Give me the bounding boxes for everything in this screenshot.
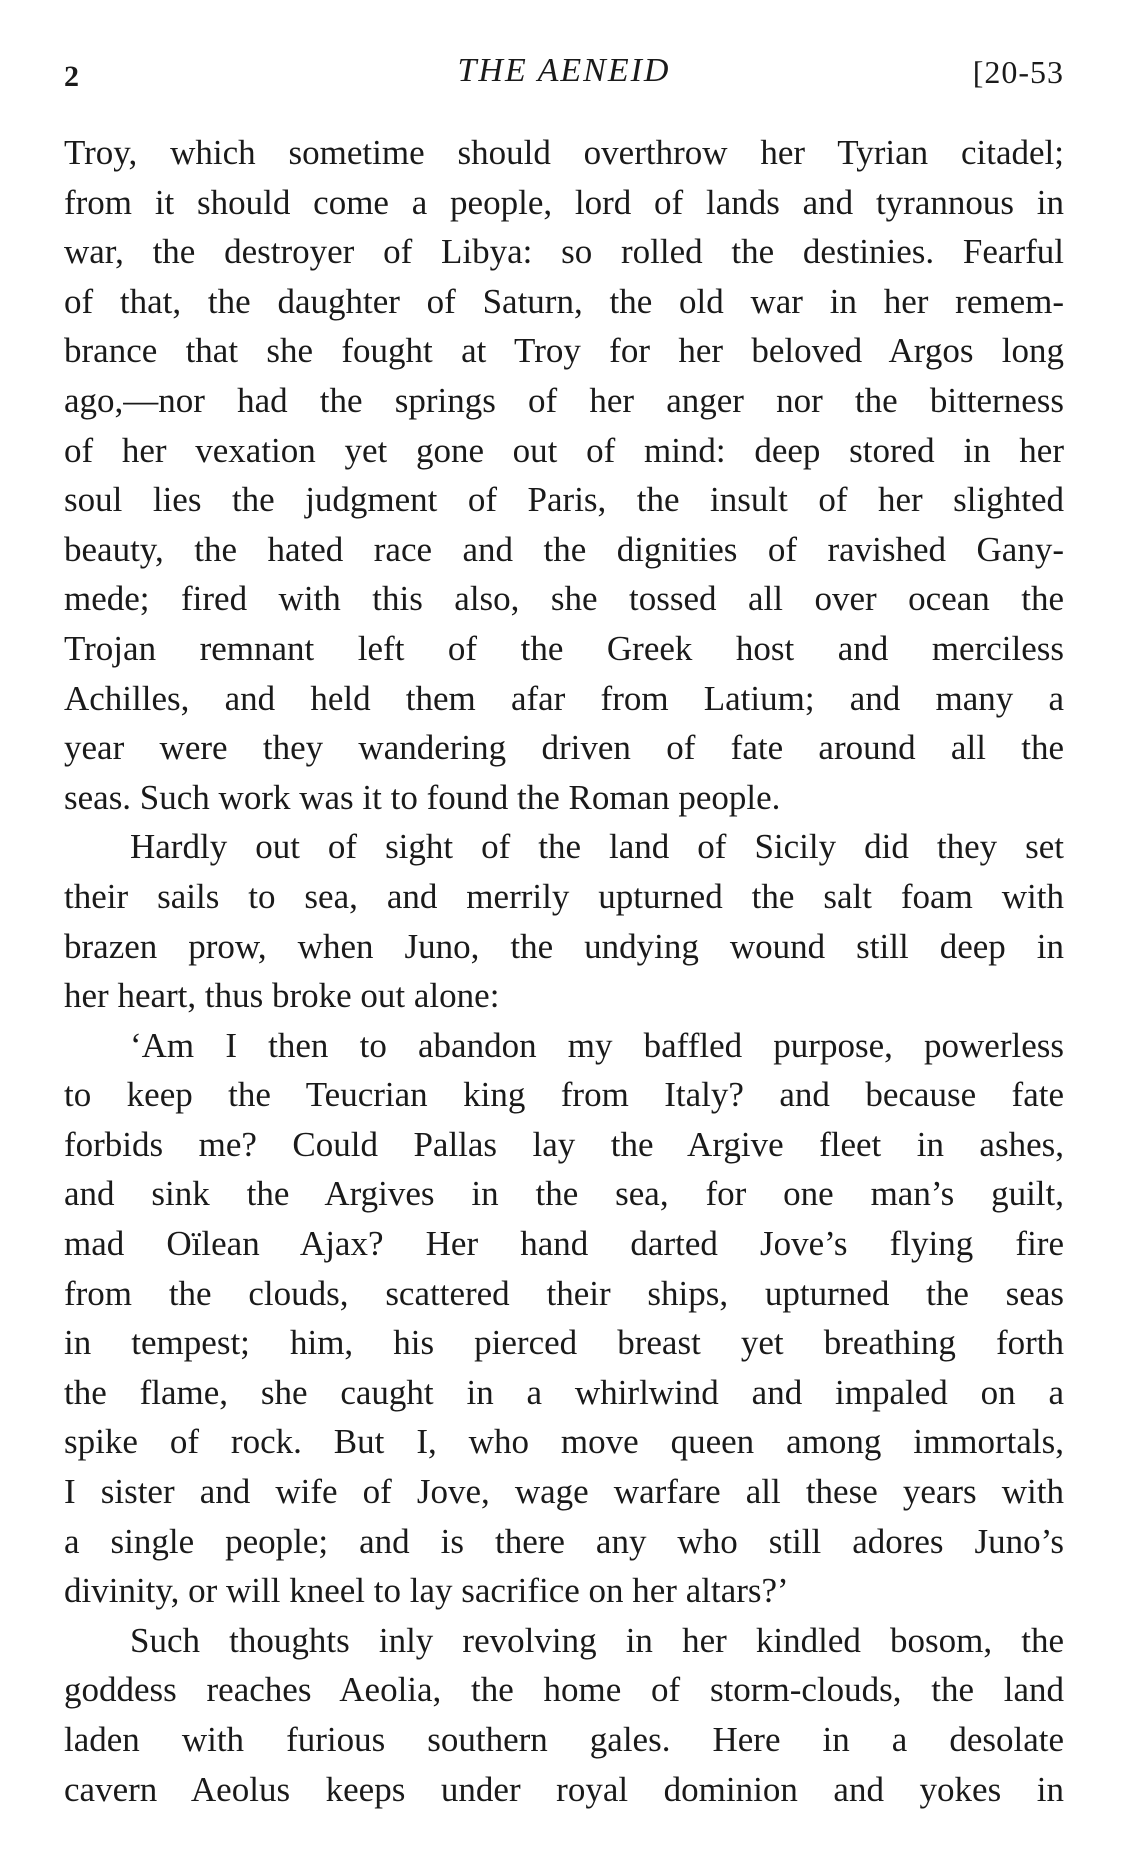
line-range: [20-53	[972, 54, 1064, 90]
paragraph-start-line: Such thoughts inly revolving in her kindled bosom, the	[130, 1620, 1064, 1660]
text-line: Troy, which sometime should overthrow her Tyrian citadel;	[64, 133, 1064, 172]
paragraph-start-line: ‘Am I then to abandon my baffled purpose, powerless	[130, 1025, 1064, 1065]
paragraph-start-line: Hardly out of sight of the land of Sicily did they set	[130, 827, 1064, 867]
text-line: from the clouds, scattered their ships, upturned the seas	[64, 1273, 1064, 1313]
text-line: from it should come a people, lord of lands and tyrannous in	[64, 182, 1064, 222]
text-line: ago,—nor had the springs of her anger nor the bitterness	[64, 380, 1064, 420]
text-line: their sails to sea, and merrily upturned the salt foam with	[64, 876, 1064, 916]
text-line: year were they wandering driven of fate around all the	[64, 728, 1064, 768]
text-line: beauty, the hated race and the dignities of ravished Gany-	[64, 529, 1064, 569]
text-line: and sink the Argives in the sea, for one man’s guilt,	[64, 1174, 1064, 1214]
text-line: cavern Aeolus keeps under royal dominion and yokes in	[64, 1769, 1064, 1809]
text-line: the flame, she caught in a whirlwind and impaled on a	[64, 1372, 1064, 1412]
text-line: of her vexation yet gone out of mind: deep stored in her	[64, 430, 1064, 470]
text-line: Trojan remnant left of the Greek host and merciless	[64, 628, 1064, 668]
text-line: brazen prow, when Juno, the undying wound still deep in	[64, 926, 1064, 966]
text-line: Achilles, and held them afar from Latium; and many a	[64, 678, 1064, 718]
text-line: mad Oïlean Ajax? Her hand darted Jove’s flying fire	[64, 1224, 1064, 1264]
text-line: a single people; and is there any who still adores Juno’s	[64, 1521, 1064, 1561]
text-line: divinity, or will kneel to lay sacrifice on her altars?’	[64, 1571, 789, 1611]
text-line: brance that she fought at Troy for her beloved Argos long	[64, 331, 1064, 371]
text-line: to keep the Teucrian king from Italy? and because fate	[64, 1075, 1064, 1115]
page-number: 2	[64, 60, 79, 93]
text-line: I sister and wife of Jove, wage warfare all these years with	[64, 1472, 1064, 1512]
text-line: of that, the daughter of Saturn, the old war in her remem-	[64, 281, 1064, 321]
text-line: her heart, thus broke out alone:	[64, 976, 500, 1016]
text-line: goddess reaches Aeolia, the home of storm-clouds, the land	[64, 1670, 1064, 1710]
running-title: THE AENEID	[457, 52, 671, 89]
text-line: forbids me? Could Pallas lay the Argive fleet in ashes,	[64, 1124, 1064, 1164]
text-line: war, the destroyer of Libya: so rolled the destinies. Fearful	[64, 232, 1064, 272]
text-line: seas. Such work was it to found the Roman people.	[64, 777, 781, 817]
text-line: mede; fired with this also, she tossed all over ocean the	[64, 579, 1064, 619]
text-line: spike of rock. But I, who move queen among immortals,	[64, 1422, 1064, 1462]
body-text	[64, 128, 1064, 1814]
text-line: laden with furious southern gales. Here in a desolate	[64, 1720, 1064, 1759]
running-head	[64, 48, 1064, 98]
text-line: soul lies the judgment of Paris, the insult of her slighted	[64, 480, 1064, 520]
text-line: in tempest; him, his pierced breast yet breathing forth	[64, 1323, 1064, 1363]
